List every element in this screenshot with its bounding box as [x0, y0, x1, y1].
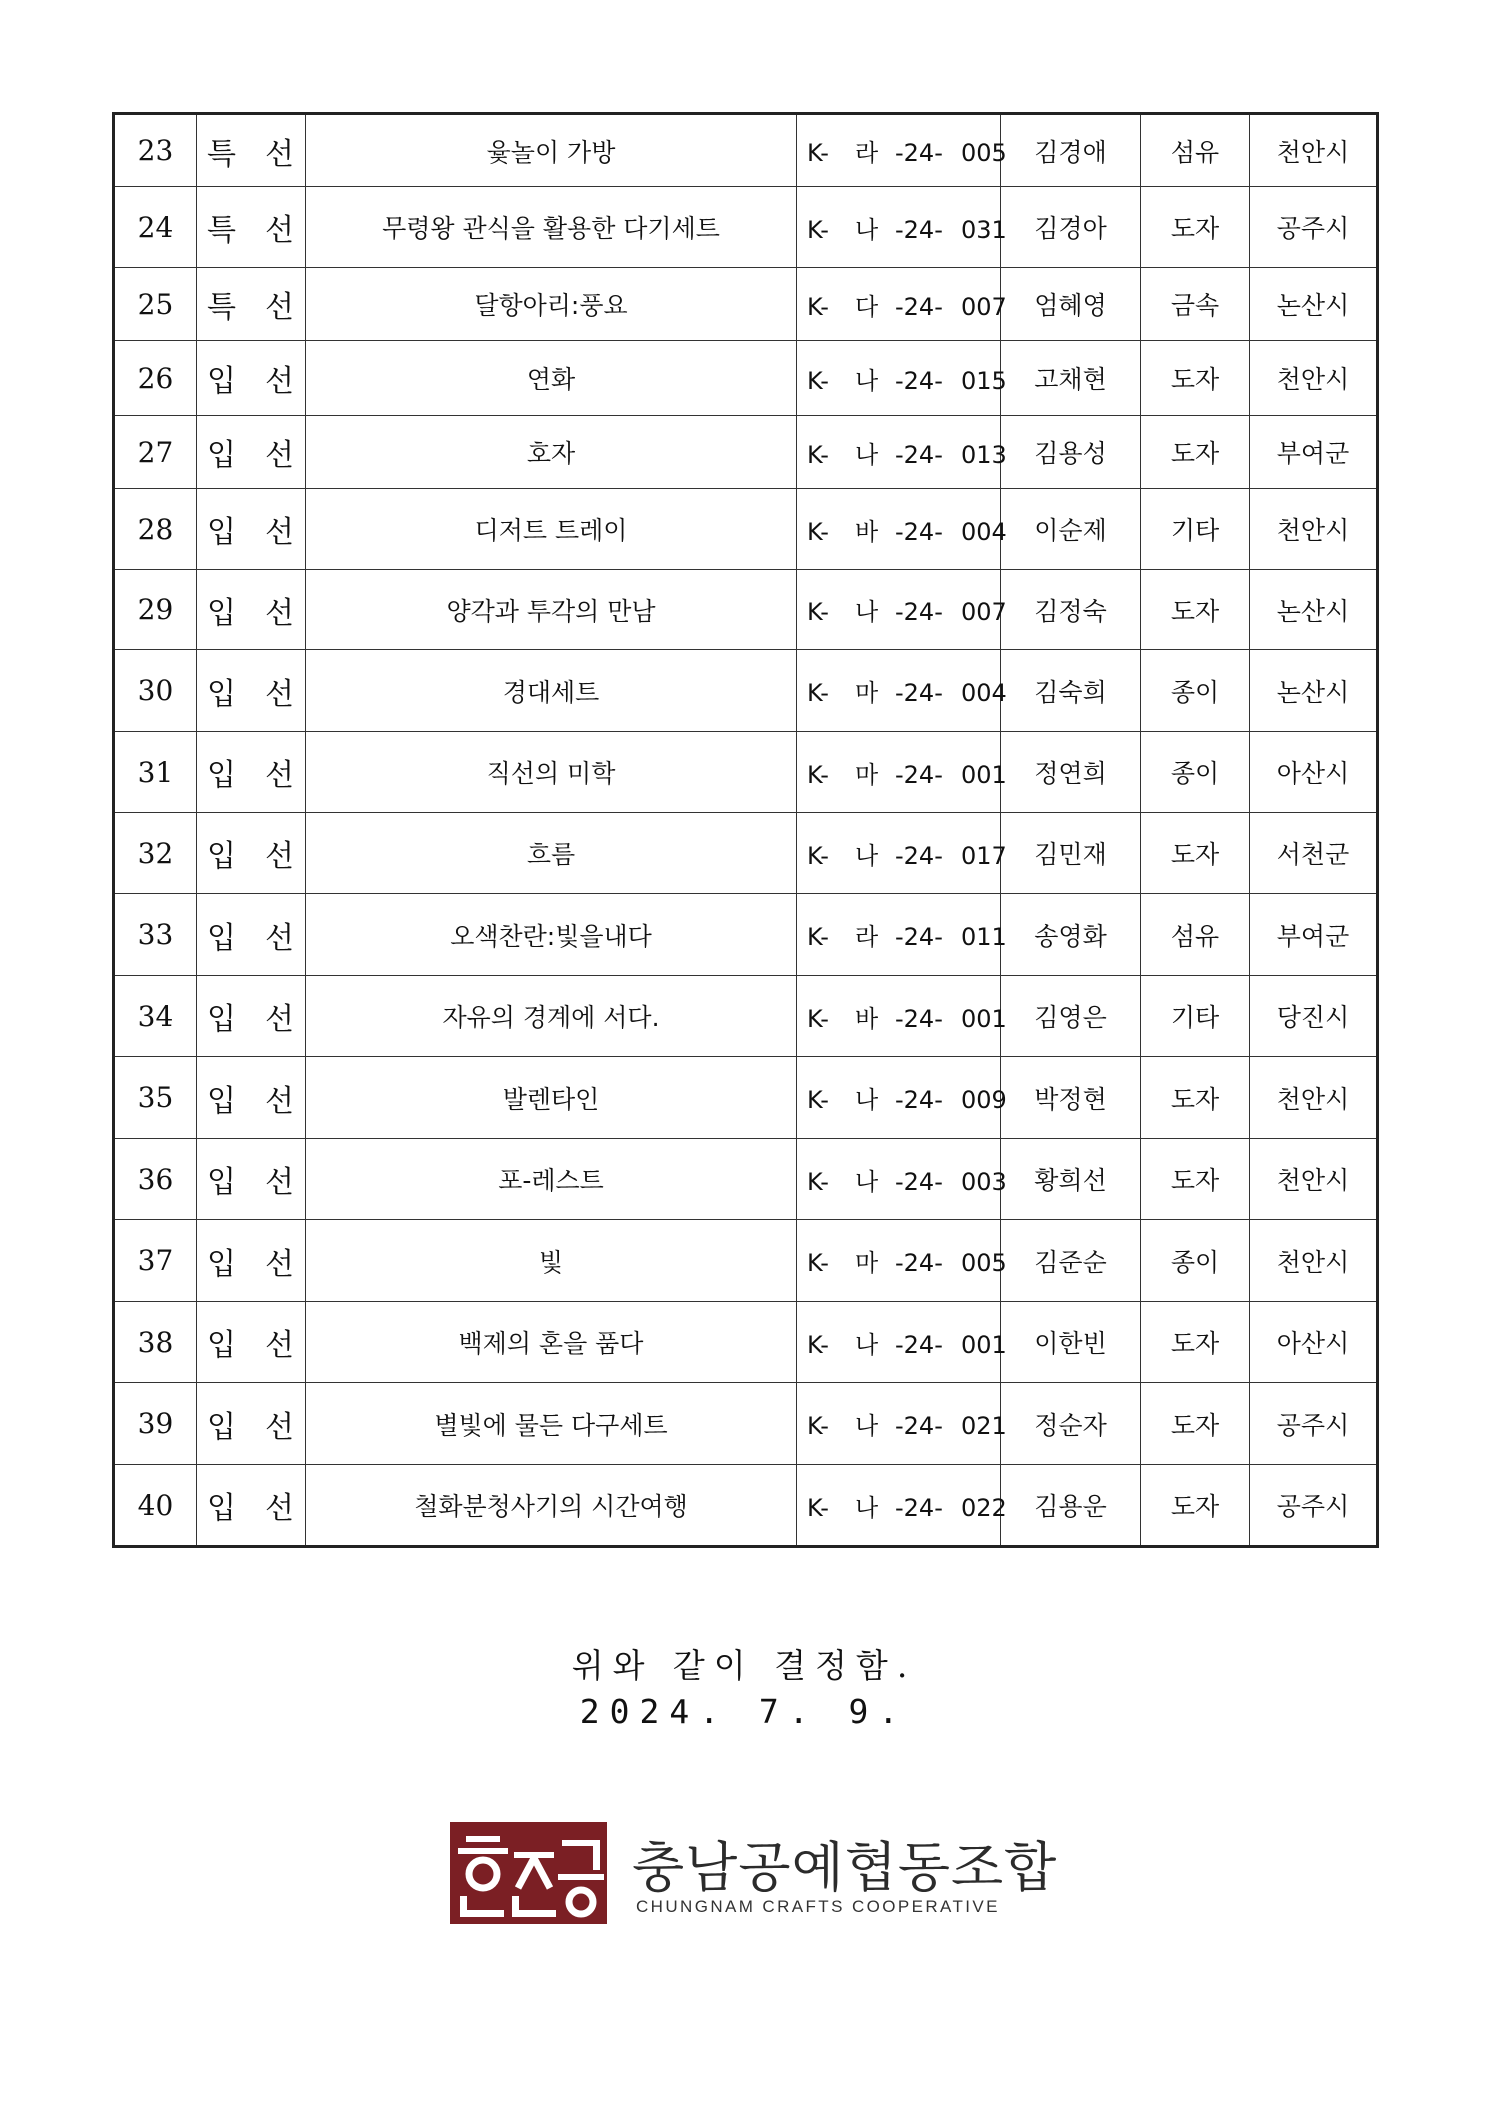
work-title: 오색찬란:빛을내다: [306, 894, 797, 976]
entry-code: [797, 1220, 1007, 1302]
entry-number: 27: [114, 416, 197, 489]
code-year: -24-: [895, 598, 943, 626]
award-grade: [197, 416, 306, 489]
code-serial: 007: [961, 598, 1007, 626]
region: 천안시: [1250, 1057, 1378, 1139]
entry-code: [797, 341, 1007, 416]
work-title: 경대세트: [306, 650, 797, 732]
code-serial: 009: [961, 1086, 1007, 1114]
results-table-body: [114, 114, 1378, 1547]
award-grade: [197, 976, 306, 1057]
award-char-1: 입: [207, 1328, 237, 1363]
award-char-2: 선: [265, 676, 295, 712]
award-char-2: 선: [265, 1002, 295, 1037]
craft-category: 종이: [1141, 1220, 1250, 1302]
entry-number: 32: [114, 813, 197, 894]
code-year: -24-: [895, 1249, 943, 1277]
code-prefix: K-: [807, 923, 829, 951]
code-category-letter: 바: [855, 517, 879, 546]
region: 부여군: [1250, 416, 1378, 489]
entry-number: 38: [114, 1302, 197, 1383]
award-grade: [197, 489, 306, 570]
code-serial: 007: [961, 292, 1007, 321]
award-char-2: 선: [265, 136, 295, 172]
code-prefix: K-: [807, 598, 829, 626]
entry-code: [797, 114, 1007, 187]
entry-number: 31: [114, 732, 197, 813]
code-serial: 004: [961, 517, 1007, 546]
code-category-letter: 나: [855, 1086, 879, 1114]
artist-name: 정순자: [1001, 1383, 1141, 1465]
work-title: 윷놀이 가방: [306, 114, 797, 187]
work-title: 디저트 트레이: [306, 489, 797, 570]
code-serial: 013: [961, 440, 1007, 469]
code-prefix: K-: [807, 1412, 829, 1440]
award-char-1: 입: [207, 1002, 237, 1037]
region: 아산시: [1250, 1302, 1378, 1383]
region: 천안시: [1250, 114, 1378, 187]
award-char-2: 선: [265, 758, 295, 793]
artist-name: 김준순: [1001, 1220, 1141, 1302]
table-row: [114, 1383, 1378, 1465]
code-serial: 021: [961, 1412, 1007, 1440]
code-serial: 015: [961, 366, 1007, 395]
work-title: 철화분청사기의 시간여행: [306, 1465, 797, 1547]
work-title: 달항아리:풍요: [306, 268, 797, 341]
code-category-letter: 마: [855, 760, 879, 789]
craft-category: 도자: [1141, 341, 1250, 416]
code-category-letter: 나: [855, 440, 879, 469]
artist-name: 정연희: [1001, 732, 1141, 813]
award-char-2: 선: [265, 1328, 295, 1363]
work-title: 백제의 혼을 품다: [306, 1302, 797, 1383]
table-row: [114, 570, 1378, 650]
entry-code: [797, 976, 1007, 1057]
table-row: [114, 268, 1378, 341]
work-title: 별빛에 물든 다구세트: [306, 1383, 797, 1465]
award-char-1: 입: [207, 1409, 237, 1445]
craft-category: 섬유: [1141, 894, 1250, 976]
table-row: [114, 813, 1378, 894]
award-char-1: 입: [207, 1165, 237, 1200]
award-char-2: 선: [265, 515, 295, 550]
table-row: [114, 894, 1378, 976]
code-year: -24-: [895, 366, 943, 395]
code-year: -24-: [895, 1167, 943, 1196]
region: 천안시: [1250, 489, 1378, 570]
award-char-2: 선: [265, 1491, 295, 1526]
code-serial: 001: [961, 1004, 1007, 1033]
entry-code: [797, 1465, 1007, 1547]
code-category-letter: 라: [855, 923, 879, 951]
region: 부여군: [1250, 894, 1378, 976]
award-char-2: 선: [265, 595, 295, 631]
code-serial: 004: [961, 679, 1007, 707]
artist-name: 김영은: [1001, 976, 1141, 1057]
cooperative-subtitle: CHUNGNAM CRAFTS COOPERATIVE: [636, 1897, 1000, 1916]
entry-code: [797, 894, 1007, 976]
entry-code: [797, 187, 1007, 268]
award-grade: [197, 187, 306, 268]
craft-category: 도자: [1141, 1057, 1250, 1139]
entry-number: 29: [114, 570, 197, 650]
code-prefix: K-: [807, 139, 829, 167]
region: 당진시: [1250, 976, 1378, 1057]
craft-category: 금속: [1141, 268, 1250, 341]
artist-name: 김경아: [1001, 187, 1141, 268]
table-row: [114, 1139, 1378, 1220]
artist-name: 황희선: [1001, 1139, 1141, 1220]
award-char-2: 선: [265, 1409, 295, 1445]
award-char-2: 선: [265, 839, 295, 874]
region: 논산시: [1250, 650, 1378, 732]
table-row: [114, 416, 1378, 489]
craft-category: 도자: [1141, 1383, 1250, 1465]
award-char-1: 입: [207, 676, 237, 712]
artist-name: 김용성: [1001, 416, 1141, 489]
code-year: -24-: [895, 1412, 943, 1440]
entry-code: [797, 489, 1007, 570]
code-prefix: K-: [807, 1004, 829, 1033]
region: 논산시: [1250, 570, 1378, 650]
work-title: 자유의 경계에 서다.: [306, 976, 797, 1057]
entry-number: 23: [114, 114, 197, 187]
award-char-1: 특: [207, 136, 237, 172]
table-row: [114, 650, 1378, 732]
code-year: -24-: [895, 215, 943, 244]
code-serial: 022: [961, 1493, 1007, 1522]
decision-date: 2024. 7. 9.: [579, 1692, 909, 1731]
code-prefix: K-: [807, 517, 829, 546]
award-grade: [197, 1057, 306, 1139]
entry-code: [797, 1302, 1007, 1383]
region: 천안시: [1250, 1139, 1378, 1220]
region: 공주시: [1250, 1465, 1378, 1547]
results-table: [112, 112, 1379, 1548]
code-year: -24-: [895, 440, 943, 469]
artist-name: 김용운: [1001, 1465, 1141, 1547]
artist-name: 김경애: [1001, 114, 1141, 187]
award-char-1: 입: [207, 1491, 237, 1526]
artist-name: 김민재: [1001, 813, 1141, 894]
code-category-letter: 마: [855, 1249, 879, 1277]
region: 공주시: [1250, 1383, 1378, 1465]
entry-number: 26: [114, 341, 197, 416]
award-char-1: 입: [207, 1246, 237, 1282]
table-row: [114, 341, 1378, 416]
entry-code: [797, 1057, 1007, 1139]
award-char-1: 입: [207, 364, 237, 399]
entry-number: 28: [114, 489, 197, 570]
code-prefix: K-: [807, 215, 829, 244]
entry-number: 37: [114, 1220, 197, 1302]
code-year: -24-: [895, 1330, 943, 1359]
entry-code: [797, 268, 1007, 341]
table-row: [114, 732, 1378, 813]
award-grade: [197, 732, 306, 813]
award-char-2: 선: [265, 290, 295, 325]
table-row: [114, 114, 1378, 187]
work-title: 포-레스트: [306, 1139, 797, 1220]
code-prefix: K-: [807, 679, 829, 707]
award-grade: [197, 341, 306, 416]
region: 논산시: [1250, 268, 1378, 341]
cooperative-logo-mark: [450, 1822, 607, 1924]
award-grade: [197, 268, 306, 341]
code-year: -24-: [895, 139, 943, 167]
entry-number: 30: [114, 650, 197, 732]
code-serial: 017: [961, 841, 1007, 870]
code-category-letter: 나: [855, 366, 879, 395]
code-serial: 001: [961, 760, 1007, 789]
award-char-1: 특: [207, 213, 237, 248]
code-category-letter: 나: [855, 1412, 879, 1440]
table-row: [114, 1220, 1378, 1302]
entry-number: 25: [114, 268, 197, 341]
code-category-letter: 나: [855, 1167, 879, 1196]
artist-name: 송영화: [1001, 894, 1141, 976]
code-category-letter: 라: [855, 139, 879, 167]
code-year: -24-: [895, 679, 943, 707]
code-prefix: K-: [807, 1167, 829, 1196]
entry-number: 24: [114, 187, 197, 268]
code-prefix: K-: [807, 1493, 829, 1522]
work-title: 양각과 투각의 만남: [306, 570, 797, 650]
code-category-letter: 다: [855, 292, 879, 321]
award-char-1: 입: [207, 839, 237, 874]
code-prefix: K-: [807, 760, 829, 789]
code-year: -24-: [895, 517, 943, 546]
award-char-2: 선: [265, 1083, 295, 1119]
work-title: 직선의 미학: [306, 732, 797, 813]
craft-category: 도자: [1141, 1465, 1250, 1547]
code-prefix: K-: [807, 841, 829, 870]
artist-name: 김정숙: [1001, 570, 1141, 650]
entry-code: [797, 813, 1007, 894]
work-title: 흐름: [306, 813, 797, 894]
entry-code: [797, 732, 1007, 813]
award-char-2: 선: [265, 1246, 295, 1282]
region: 천안시: [1250, 341, 1378, 416]
code-category-letter: 바: [855, 1004, 879, 1033]
code-serial: 031: [961, 215, 1007, 244]
award-grade: [197, 1465, 306, 1547]
table-row: [114, 1302, 1378, 1383]
code-serial: 005: [961, 139, 1007, 167]
award-grade: [197, 894, 306, 976]
code-category-letter: 나: [855, 598, 879, 626]
code-prefix: K-: [807, 366, 829, 395]
craft-category: 도자: [1141, 813, 1250, 894]
award-char-1: 입: [207, 515, 237, 550]
work-title: 연화: [306, 341, 797, 416]
entry-code: [797, 416, 1007, 489]
table-row: [114, 1057, 1378, 1139]
code-serial: 011: [961, 923, 1007, 951]
code-category-letter: 나: [855, 1493, 879, 1522]
code-category-letter: 마: [855, 679, 879, 707]
award-grade: [197, 570, 306, 650]
code-category-letter: 나: [855, 841, 879, 870]
table-row: [114, 1465, 1378, 1547]
award-char-1: 입: [207, 758, 237, 793]
code-category-letter: 나: [855, 215, 879, 244]
code-year: -24-: [895, 760, 943, 789]
award-char-2: 선: [265, 1165, 295, 1200]
table-row: [114, 187, 1378, 268]
entry-number: 36: [114, 1139, 197, 1220]
craft-category: 기타: [1141, 489, 1250, 570]
craft-category: 종이: [1141, 732, 1250, 813]
code-prefix: K-: [807, 1330, 829, 1359]
work-title: 무령왕 관식을 활용한 다기세트: [306, 187, 797, 268]
award-char-2: 선: [265, 213, 295, 248]
code-year: -24-: [895, 923, 943, 951]
entry-code: [797, 650, 1007, 732]
award-grade: [197, 650, 306, 732]
region: 천안시: [1250, 1220, 1378, 1302]
region: 서천군: [1250, 813, 1378, 894]
table-row: [114, 489, 1378, 570]
craft-category: 도자: [1141, 1302, 1250, 1383]
artist-name: 고채현: [1001, 341, 1141, 416]
code-year: -24-: [895, 292, 943, 321]
entry-number: 40: [114, 1465, 197, 1547]
work-title: 발렌타인: [306, 1057, 797, 1139]
work-title: 빛: [306, 1220, 797, 1302]
code-serial: 003: [961, 1167, 1007, 1196]
craft-category: 기타: [1141, 976, 1250, 1057]
code-prefix: K-: [807, 1086, 829, 1114]
artist-name: 이한빈: [1001, 1302, 1141, 1383]
award-char-1: 입: [207, 595, 237, 631]
craft-category: 도자: [1141, 416, 1250, 489]
award-char-2: 선: [265, 438, 295, 473]
craft-category: 도자: [1141, 1139, 1250, 1220]
entry-code: [797, 1383, 1007, 1465]
award-char-2: 선: [265, 364, 295, 399]
award-grade: [197, 1220, 306, 1302]
code-year: -24-: [895, 1004, 943, 1033]
code-serial: 005: [961, 1249, 1007, 1277]
work-title: 호자: [306, 416, 797, 489]
entry-number: 35: [114, 1057, 197, 1139]
award-grade: [197, 1302, 306, 1383]
artist-name: 엄혜영: [1001, 268, 1141, 341]
award-char-1: 특: [207, 290, 237, 325]
award-char-1: 입: [207, 438, 237, 473]
award-char-1: 입: [207, 1083, 237, 1119]
code-year: -24-: [895, 841, 943, 870]
award-char-1: 입: [207, 920, 237, 956]
award-grade: [197, 813, 306, 894]
entry-code: [797, 1139, 1007, 1220]
craft-category: 종이: [1141, 650, 1250, 732]
code-prefix: K-: [807, 292, 829, 321]
code-prefix: K-: [807, 1249, 829, 1277]
artist-name: 이순제: [1001, 489, 1141, 570]
cooperative-name: 충남공예협동조합: [632, 1836, 1058, 1899]
award-grade: [197, 114, 306, 187]
craft-category: 도자: [1141, 570, 1250, 650]
entry-number: 39: [114, 1383, 197, 1465]
table-row: [114, 976, 1378, 1057]
entry-number: 34: [114, 976, 197, 1057]
award-grade: [197, 1139, 306, 1220]
entry-code: [797, 570, 1007, 650]
code-serial: 001: [961, 1330, 1007, 1359]
award-char-2: 선: [265, 920, 295, 956]
code-category-letter: 나: [855, 1330, 879, 1359]
artist-name: 박정현: [1001, 1057, 1141, 1139]
code-year: -24-: [895, 1086, 943, 1114]
region: 아산시: [1250, 732, 1378, 813]
artist-name: 김숙희: [1001, 650, 1141, 732]
code-year: -24-: [895, 1493, 943, 1522]
entry-number: 33: [114, 894, 197, 976]
code-prefix: K-: [807, 440, 829, 469]
craft-category: 섬유: [1141, 114, 1250, 187]
decision-statement: 위와 같이 결정함.: [571, 1646, 917, 1685]
craft-category: 도자: [1141, 187, 1250, 268]
region: 공주시: [1250, 187, 1378, 268]
award-grade: [197, 1383, 306, 1465]
